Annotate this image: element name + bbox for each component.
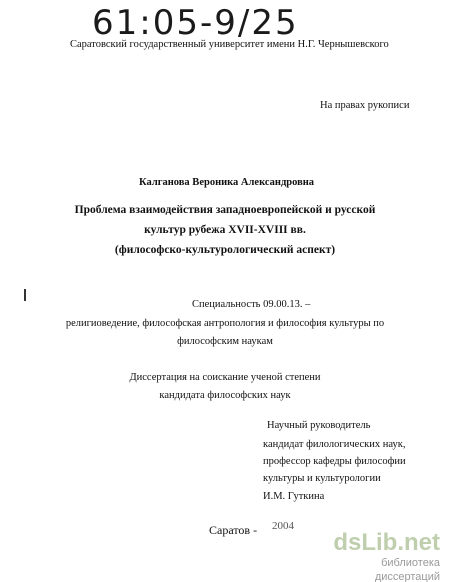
city-name: Саратов -	[209, 523, 258, 537]
watermark-logo-text: dsLib.net	[333, 529, 440, 556]
watermark-subtitle: библиотека диссертаций	[374, 557, 440, 582]
supervisor-name: И.М. Гуткина	[263, 491, 325, 502]
supervisor-position: профессор кафедры философии	[263, 456, 406, 467]
year-partial: 2004	[272, 520, 294, 532]
manuscript-rights-note: На правах рукописи	[320, 100, 410, 111]
specialty-code: Специальность 09.00.13. –	[192, 299, 311, 310]
margin-mark	[24, 289, 26, 301]
specialty-field: философским наукам	[177, 336, 273, 347]
specialty-description: религиоведение, философская антропология и философия культуры по	[65, 318, 385, 329]
dissertation-title-line-1: Проблема взаимодействия западноевропейской и русской	[74, 204, 376, 216]
dissertation-title-line-2: культур рубежа XVII-XVIII вв.	[144, 224, 306, 236]
supervisor-degree: кандидат филологических наук,	[263, 439, 406, 450]
degree-name: кандидата философских наук	[159, 390, 291, 401]
degree-statement: Диссертация на соискание ученой степени	[129, 372, 321, 383]
watermark-logo[interactable]	[322, 529, 440, 582]
supervisor-department: культуры и культурологии	[263, 473, 381, 484]
call-number-text: 61:05-9/25	[92, 3, 299, 42]
dissertation-title-line-3: (философско-культурологический аспект)	[114, 244, 336, 256]
handwritten-call-number	[92, 2, 302, 42]
supervisor-label: Научный руководитель	[267, 420, 371, 431]
author-name: Калганова Вероника Александровна	[139, 177, 315, 188]
university-name: Саратовский государственный университет имени Н.Г. Чернышевского	[70, 39, 389, 50]
